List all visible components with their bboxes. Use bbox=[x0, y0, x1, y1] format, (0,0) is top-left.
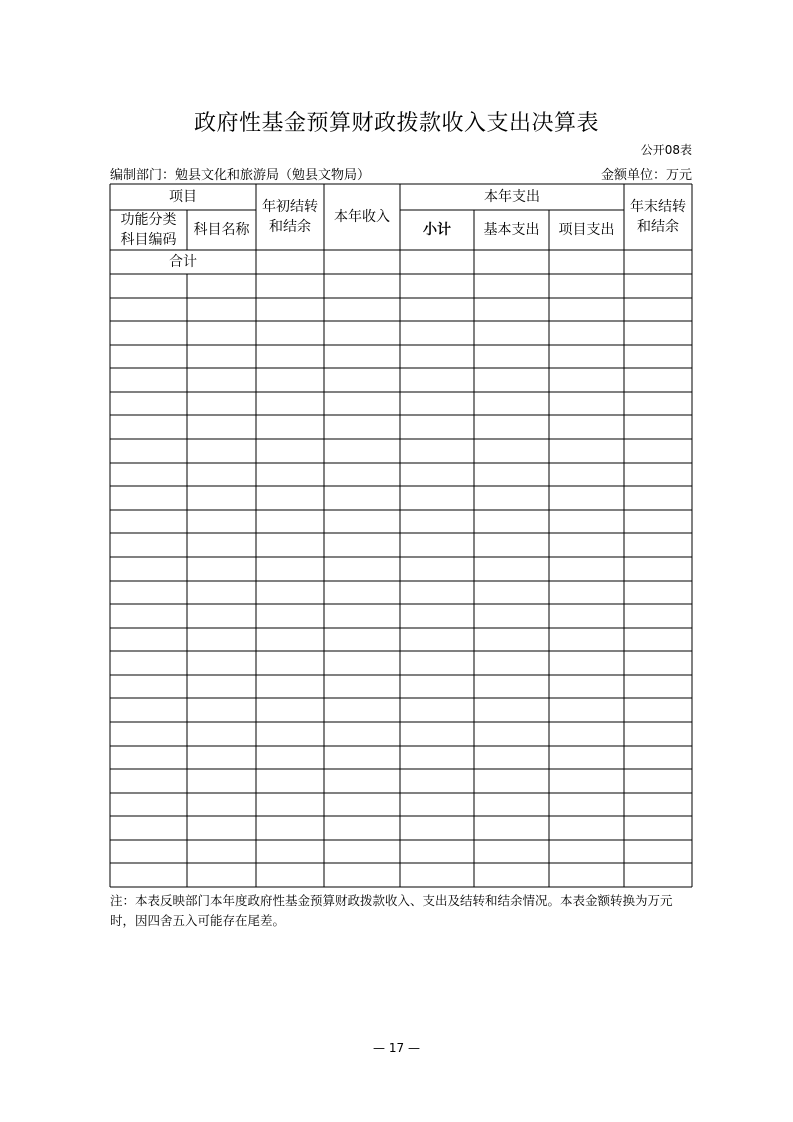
header-begin-balance-line1: 年初结转 bbox=[262, 199, 318, 215]
total-row-label: 合计 bbox=[169, 254, 197, 270]
row-lines bbox=[110, 274, 692, 863]
header-end-balance-line1: 年末结转 bbox=[630, 199, 686, 215]
header-begin-balance-line2: 和结余 bbox=[269, 219, 311, 235]
header-basic-expense: 基本支出 bbox=[483, 222, 540, 238]
header-end-balance bbox=[624, 184, 692, 250]
page-title: 政府性基金预算财政拨款收入支出决算表 bbox=[193, 111, 599, 136]
footnote: 注：本表反映部门本年度政府性基金预算财政拨款收入、支出及结转和结余情况。本表金额转换为万元时，因四舍五入可能存在尾差。 bbox=[110, 893, 673, 928]
form-number: 公开08表 bbox=[640, 143, 692, 157]
header-current-income: 本年收入 bbox=[334, 209, 390, 225]
header-end-balance-line2: 和结余 bbox=[637, 219, 679, 235]
header-func-code-line2: 科目编码 bbox=[120, 232, 177, 248]
page-number: — 17 — bbox=[373, 1041, 420, 1055]
header-subtotal: 小计 bbox=[423, 222, 451, 238]
header-current-expense: 本年支出 bbox=[484, 189, 540, 205]
header-begin-balance bbox=[256, 184, 324, 250]
unit-label: 金额单位：万元 bbox=[600, 168, 692, 183]
department-label: 编制部门：勉县文化和旅游局（勉县文物局） bbox=[110, 168, 371, 183]
header-subject-name: 科目名称 bbox=[193, 222, 250, 238]
header-project-expense: 项目支出 bbox=[558, 222, 615, 238]
header-func-code-line1: 功能分类 bbox=[120, 212, 177, 228]
header-project: 项目 bbox=[169, 189, 197, 205]
header-func-code bbox=[110, 210, 187, 250]
